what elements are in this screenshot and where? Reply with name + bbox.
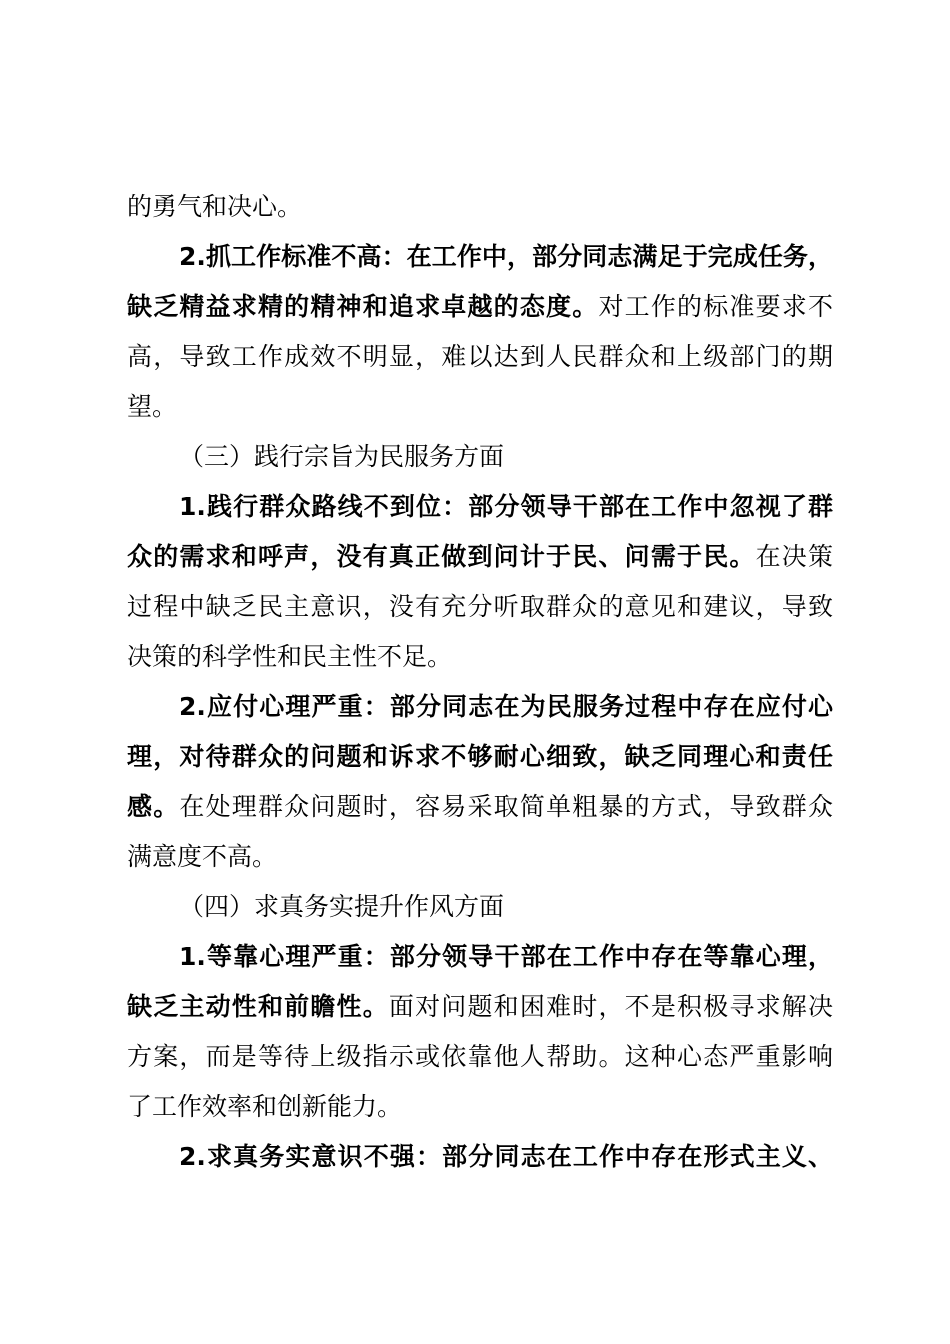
paragraph-line: [127, 732, 833, 782]
line-text: 望。: [127, 392, 178, 421]
paragraph-line-heading: [127, 232, 833, 282]
paragraph-line: [127, 832, 833, 882]
paragraph-line: [127, 532, 833, 582]
heading-text: 1.践行群众路线不到位：部分领导干部在工作中忽视了群: [179, 492, 833, 521]
paragraph-line-heading: [127, 1132, 833, 1182]
line-text: 在决策: [755, 542, 833, 571]
section-heading-text: （四）求真务实提升作风方面: [179, 892, 505, 921]
line-text: 的勇气和决心。: [127, 192, 303, 221]
heading-text: 2.求真务实意识不强：部分同志在工作中存在形式主义、: [179, 1142, 833, 1171]
line-text: 方案，而是等待上级指示或依靠他人帮助。这种心态严重影响: [127, 1042, 833, 1071]
heading-text: 2.抓工作标准不高：在工作中，部分同志满足于完成任务，: [179, 242, 833, 271]
paragraph-line: [127, 1082, 833, 1132]
bold-text: 缺乏主动性和前瞻性。: [127, 992, 389, 1021]
paragraph-line: [127, 332, 833, 382]
heading-text: 1.等靠心理严重：部分领导干部在工作中存在等靠心理，: [179, 942, 833, 971]
document-body: [127, 182, 833, 1182]
line-text: 决策的科学性和民主性不足。: [127, 642, 453, 671]
paragraph-line: [127, 282, 833, 332]
line-text: 了工作效率和创新能力。: [127, 1092, 403, 1121]
line-text: 面对问题和困难时，不是积极寻求解决: [388, 992, 833, 1021]
paragraph-line: [127, 182, 833, 232]
bold-text: 感。: [127, 792, 180, 821]
bold-text: 缺乏精益求精的精神和追求卓越的态度。: [127, 292, 599, 321]
line-text: 在处理群众问题时，容易采取简单粗暴的方式，导致群众: [179, 792, 833, 821]
paragraph-line: [127, 1032, 833, 1082]
paragraph-line: [127, 382, 833, 432]
paragraph-line: [127, 632, 833, 682]
line-text: 高，导致工作成效不明显，难以达到人民群众和上级部门的期: [127, 342, 833, 371]
section-heading-text: （三）践行宗旨为民服务方面: [179, 442, 505, 471]
paragraph-line: [127, 582, 833, 632]
paragraph-line-heading: [127, 932, 833, 982]
paragraph-line-heading: [127, 482, 833, 532]
line-text: 过程中缺乏民主意识，没有充分听取群众的意见和建议，导致: [127, 592, 833, 621]
paragraph-line-heading: [127, 682, 833, 732]
line-text: 对工作的标准要求不: [598, 292, 833, 321]
paragraph-line: [127, 782, 833, 832]
paragraph-line: [127, 982, 833, 1032]
bold-text: 理，对待群众的问题和诉求不够耐心细致，缺乏同理心和责任: [127, 742, 833, 771]
section-heading: [127, 432, 833, 482]
section-heading: [127, 882, 833, 932]
line-text: 满意度不高。: [127, 842, 278, 871]
bold-text: 众的需求和呼声，没有真正做到问计于民、问需于民。: [127, 542, 756, 571]
heading-text: 2.应付心理严重：部分同志在为民服务过程中存在应付心: [179, 692, 833, 721]
